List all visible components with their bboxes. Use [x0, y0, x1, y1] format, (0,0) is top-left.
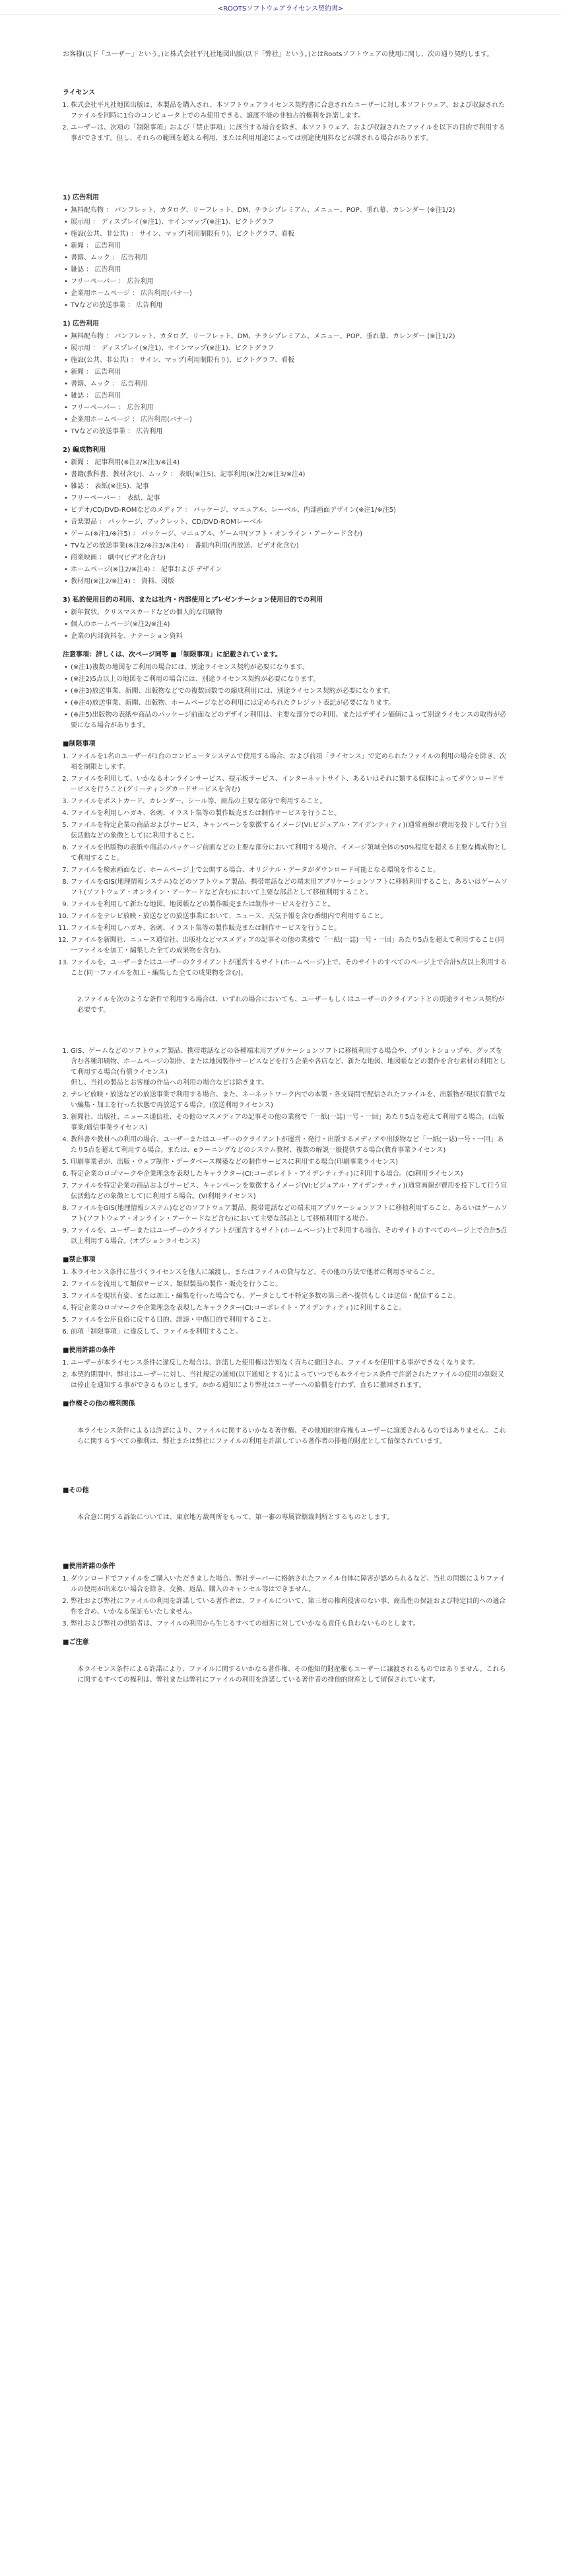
download-section: [63, 1560, 508, 1629]
editorial-use-item: • 雑誌 ： 表紙(※注5)、記事: [71, 482, 508, 492]
page-title: <ROOTSソフトウェアライセンス契約書>: [217, 5, 344, 13]
restrictions-section: [63, 738, 508, 1016]
prohibition-item: 4. 特定企業のロゴマークや企業理念を表現したキャラクター(CI:コーポレイト・アイデンティティ)に利用すること。: [71, 1303, 508, 1314]
ad-use-item: • 施設(公共、非公共) ： サイン、マップ(利用制限有り)、ピクトグラフ、看板: [71, 355, 508, 366]
ad-use-heading: 1) 広告利用: [63, 320, 100, 328]
private-use-list: [63, 608, 508, 642]
private-use-item: • 企業の内部資料を、ナテーション資料: [71, 631, 508, 642]
ad-use-section-2: [63, 318, 508, 437]
restriction-item: 13. ファイルを、ユーザーまたはユーザーのクライアントが運営するサイト(ホームページ)上で、そのサイトのすべてのページ上で合計5点以上利用すること(同一ファイルを加工・編集した全ての成果物を含む)。: [71, 958, 508, 979]
ad-use-list: [63, 205, 508, 311]
copyright-section: [63, 1398, 508, 1447]
editorial-use-item: • TVなどの放送事業(※注2/※注3/※注4) ： 番組内利用(再放送、ビデオ化含む): [71, 541, 508, 552]
restriction-item: 8. ファイルをGIS(地理情報システム)などのソフトウェア製品、携帯電話などの端末用アプリケーションソフトに移植利用すること、あるいはゲームソフト(ソフトウェア・オンライン・アーケードなど含む)において主要な部品として移植利用すること。: [71, 877, 508, 898]
editorial-use-item: • フリーペーパー ： 表紙、記事: [71, 493, 508, 504]
editorial-use-item: • 教材用(※注2/※注4) ： 資料、図版: [71, 577, 508, 587]
title-bar: [0, 0, 561, 15]
termination-section: [63, 1344, 508, 1391]
editorial-use-item: • ビデオ/CD/DVD-ROMなどのメディア ： パッケージ、マニュアル、レーベル、内部画面デザイン(※注1/※注5): [71, 505, 508, 516]
prohibitions-heading: ■禁止事項: [63, 1256, 96, 1264]
termination-heading: ■使用許諾の条件: [63, 1347, 116, 1354]
editorial-use-item: • 音楽製品 ： パッケージ、ブックレット、CD/DVD-ROMレーベル: [71, 517, 508, 528]
prohibitions-section: [63, 1254, 508, 1338]
private-use-item: • 新年賀状、クリスマスカードなどの個人的な印刷物: [71, 608, 508, 618]
note-item: • (※注2)5点以上の地図をご利用の場合には、別途ライセンス契約が必要になります。: [71, 674, 508, 685]
notes-list: [63, 662, 508, 731]
termination-item: 1. ユーザーが本ライセンス条件に違反した場合は、許諾した使用権は告知なく直ちに撤回され、ファイルを使用する事ができなくなります。: [71, 1358, 508, 1369]
restriction-item: 7. ファイルを検索画面など、ホームページ上で公開する場合、オリジナル・データがダウンロード可能となる環境を作ること。: [71, 865, 508, 876]
restrictions-note: 2.ファイルを次のような条件で利用する場合は、いずれの場合においても、ユーザーもしくはユーザーのクライアントとの別途ライセンス契約が必要です。: [77, 996, 505, 1014]
restriction-item: 5. ファイルを特定企業の商品およびサービス、キャンペーンを象徴するイメージ(VI:ビジュアル・アイデンティティ)(通常画線が費用を投下して行う宣伝活動などの象徴として)に利用すること。: [71, 820, 508, 841]
ad-use-item: • 書籍、ムック ： 広告利用: [71, 379, 508, 390]
note-item: • (※注3)放送事業、新聞、出版物などでの複数回数での縮成利用には、別途ライセンス契約が必要になります。: [71, 686, 508, 697]
license-item: 2. ユーザーは、次項の「制限事項」および「禁止事項」に該当する場合を除き、本ソフトウェア、および収録されたファイルを以下の目的で利用する事ができます。但し、それらの範囲を超える利用、または利用用途によっては別途使用料などが課される場合があります。: [71, 123, 508, 144]
restriction-item: 1. ファイルを1名のユーザーが1台のコンピュータシステムで使用する場合、および前項「ライセンス」で定められたファイルの利用の場合を除き、次項を制限とします。: [71, 752, 508, 773]
ad-use-item: • 無料配布物 ： パンフレット、カタログ、リーフレット、DM、チラシプレミアム、メニュー、POP、垂れ幕、カレンダー (※注1/2): [71, 205, 508, 216]
note-item: • (※注1)複数の地図をご利用の場合には、別途ライセンス契約が必要になります。: [71, 662, 508, 673]
editorial-use-list: [63, 458, 508, 587]
ad-use-item: • 雑誌 ： 広告利用: [71, 265, 508, 275]
editorial-use-item: • ゲーム(※注1/※注5) ： パッケージ、マニュアル、ゲーム中(ソフト・オンライン・アーケード含む): [71, 529, 508, 540]
restrictions2-section: [63, 1046, 508, 1247]
license-list: [63, 100, 508, 144]
restriction2-item: 2. テレビ放映・放送などの放送事業で利用する場合、また、ネーネットワーク内での本製・各支局間で配信されたファイルを、出版物が現状有償でない編集・加工を行った状態で再放送する場合。(放送利用ライセンス): [71, 1090, 508, 1111]
restriction-item: 9. ファイルを利用して新たな地図、地図帳などの製作販売または制作サービスを行うこと。: [71, 900, 508, 910]
ad-use-item: • 企業用ホームページ ： 広告利用(バナー): [71, 415, 508, 425]
private-use-heading: 3) 私的使用目的の利用、または社内・内部使用とプレゼンテーション使用目的での利用: [63, 596, 323, 604]
ad-use-item: • TVなどの放送事業 ： 広告利用: [71, 427, 508, 437]
ad-use-item: • 雑誌 ： 広告利用: [71, 391, 508, 402]
note-item: • (※注4)放送事業、新聞、出版物、ホームページなどの利用には定められたクレジット表記が必要になります。: [71, 698, 508, 709]
notice-heading: ■ご注意: [63, 1639, 89, 1646]
restriction-item: 6. ファイルを出版物の表紙や商品のパッケージ前面などの主要な部分において利用する場合、イメージ領域全体の50%程度を超える主要な構成物として利用すること。: [71, 843, 508, 864]
termination-list: [63, 1358, 508, 1391]
restriction2-item: 8. ファイルをGIS(地理情報システム)などのソフトウェア製品、携帯電話などの端末用アプリケーションソフトに移植利用すること、あるいはゲームソフト(ソフトウェア・オンライン・アーケードなど含む)において主要な部品として移植利用する場合。: [71, 1203, 508, 1225]
restriction2-item: 9. ファイルを、ユーザーまたはユーザーのクライアントが運営するサイト(ホームページ)上で利用する場合、そのサイトのすべてのページ上で合計5点以上利用する場合。(オプションライセンス): [71, 1226, 508, 1247]
other-heading: ■その他: [63, 1487, 89, 1494]
other-text: 本合意に関する訴訟については、東京地方裁判所をもって、第一審の専属管轄裁判所とするものとします。: [77, 1514, 393, 1521]
license-section: [63, 87, 508, 144]
notice-text: 本ライセンス条件による許諾により、ファイルに関するいかなる著作権、その他知的財産権もユーザーに譲渡されるものではありません。これらに関するすべての権利は、弊社または弊社にファイルの利用を許諾している著作者の排他的財産として留保されています。: [77, 1666, 506, 1684]
prohibition-item: 5. ファイルを公序良俗に反する目的、誹謗・中傷目的で利用すること。: [71, 1315, 508, 1326]
restriction2-item: 6. 特定企業のロゴマークや企業理念を表現したキャラクター(CI:コーポレイト・アイデンティティ)に利用する場合。(CI利用ライセンス): [71, 1169, 508, 1180]
restrictions-list: [63, 752, 508, 979]
license-heading: ライセンス: [63, 89, 96, 96]
ad-use-item: • 施設(公共、非公共) ： サイン、マップ(利用制限有り)、ピクトグラフ、看板: [71, 229, 508, 240]
intro-paragraph: お客様(以下「ユーザー」という。)と株式会社平凡社地図出版(以下「弊社」という。)とはRootsソフトウェアの使用に関し、次の通り契約します。: [63, 51, 494, 58]
restriction2-item: 1. GIS、ゲームなどのソフトウェア製品、携帯電話などの各種端末用アプリケーションソフトに移植利用する場合や、プリントショップや、グッズを含む各種印刷物、ホームページの制作、または地図製作サービスなどを行う企業や各店など、新たな地図、地図帳などの製作を含む素材の利用として利用する場合(有償ライセンス) 但し、当社の製品とお客様の作品への利用の場合などは除きます。: [71, 1046, 508, 1089]
private-use-item: • 個人のホームページ(※注2/※注4): [71, 620, 508, 630]
copyright-text: 本ライセンス条件によるは許諾により、ファイルに関するいかなる著作権、その他知的財産権もユーザーに譲渡されるものではありません。これらに関するすべての権利は、弊社または弊社にファイルの利用を許諾している著作者の排他的財産として留保されています。: [77, 1427, 506, 1445]
restriction2-item: 3. 新聞社、出版社、ニュース通信社、その他のマスメディアの記事その他の業務で「一紙(一誌)一号・一回」あたり5点を超えて利用する場合。(出版事業/通信事業ライセンス): [71, 1112, 508, 1133]
restriction-item: 3. ファイルをポストカード、カレンダー、シール等、商品の主要な部分で利用すること。: [71, 797, 508, 807]
ad-use-item: • 新聞 ： 広告利用: [71, 241, 508, 252]
ad-use-item: • 無料配布物 ： パンフレット、カタログ、リーフレット、DM、チラシプレミアム、メニュー、POP、垂れ幕、カレンダー (※注1/2): [71, 332, 508, 342]
download-list: [63, 1574, 508, 1629]
editorial-use-item: • 書籍(教科書、教材含む)、ムック ： 表紙(※注5)、記事利用(※注2/※注3/※注4): [71, 470, 508, 480]
editorial-use-item: • ホームページ(※注2/※注4) ： 記事および デザイン: [71, 565, 508, 575]
private-use-section: [63, 594, 508, 642]
license-item: 1. 株式会社平凡社地図出版は、本製品を購入され、本ソフトウェアライセンス契約書に合意されたユーザーに対し本ソフトウェア、および収録されたファイルを同時に1台のコンピュータ上でのみ使用できる、譲渡不能の非独占的権利を許諾します。: [71, 100, 508, 122]
ad-use-heading: 1) 広告利用: [63, 194, 100, 201]
notes-section: [63, 649, 508, 731]
prohibitions-list: [63, 1268, 508, 1338]
download-item: 1. ダウンロードでファイルをご購入いただきました場合、弊社サーバーに格納されたファイル自体に障害が認められるなど、当社の問題によりファイルの使用が出来ない場合を除き、交換、返品、購入のキャンセル等はできません。: [71, 1574, 508, 1595]
prohibition-item: 6. 前項「制限事項」に違反して、ファイルを利用すること。: [71, 1327, 508, 1338]
ad-use-item: • 展示用 ： ディスプレイ(※注1)、サインマップ(※注1)、ピクトグラフ: [71, 217, 508, 228]
ad-use-item: • 新聞 ： 広告利用: [71, 367, 508, 378]
other-section: [63, 1484, 508, 1523]
note-item: • (※注5)出版物の表紙や商品のパッケージ前面などのデザイン利用は、主要な部分での利用、またはデザイン価値によって別途ライセンスの取得が必要になる場合があります。: [71, 710, 508, 731]
notes-heading: 注意事項：詳しくは、次ページ同等 ■「制限事項」に記載されています。: [63, 651, 282, 659]
ad-use-item: • TVなどの放送事業 ： 広告利用: [71, 301, 508, 311]
ad-use-item: • 書籍、ムック ： 広告利用: [71, 253, 508, 264]
ad-use-list: [63, 332, 508, 437]
download-item: 3. 弊社および弊社の供給者は、ファイルの利用から生じるすべての損害に対していかなる責任も負わないものとします。: [71, 1619, 508, 1629]
document-body: [63, 50, 508, 1690]
restriction-item: 4. ファイルを利用しハガキ、名刺、イラスト集等の製作販売または制作サービスを行うこと。: [71, 808, 508, 819]
editorial-use-item: • 商業映画 ： 劇中(ビデオ化含む): [71, 553, 508, 563]
editorial-use-section: [63, 444, 508, 587]
restriction2-item: 4. 教科書や教材への利用の場合、ユーザーまたはユーザーのクライアントが運営・発行・出版するメディアや出版物など「一紙(一誌)一号・一回」あたり5点を超えて利用する場合。または、eラーニングなどのシステム教材、複数の解説一般提供する場合(教育事業ライセンス): [71, 1135, 508, 1156]
copyright-heading: ■作権その他の権利関係: [63, 1400, 135, 1408]
restriction-item: 11. ファイルを利用しハガキ、名刺、イラスト集等の製作販売または制作サービスを行うこと。: [71, 923, 508, 934]
restriction-item: 2. ファイルを利用して、いかなるオンラインサービス、提示板サービス、インターネットサイト、あるいはそれに類する媒体によってダウンロードサービスを行うこと(グリーティングカードサービスを含む): [71, 774, 508, 795]
ad-use-item: • 展示用 ： ディスプレイ(※注1)、サインマップ(※注1)、ピクトグラフ: [71, 343, 508, 354]
termination-item: 2. 本契約期間中、弊社はユーザーに対し、当社規定の通知(以下通知とする)によっていつでも本ライセンス条件で許諾されたファイルの使用の制限又は停止を通知する事ができるものとします。かかる通知により弊社はユーザーへの賠償を行わず、直ちに撤回されます。: [71, 1370, 508, 1391]
editorial-use-item: • 新聞 ： 記事利用(※注2/※注3/※注4): [71, 458, 508, 468]
prohibition-item: 3. ファイルを現状有姿、または加工・編集を行った場合でも、データとして不特定多数の第三者へ提供もしくは送信・配信すること。: [71, 1291, 508, 1302]
editorial-use-heading: 2) 編成物利用: [63, 447, 106, 454]
ad-use-section-1: [63, 192, 508, 311]
ad-use-item: • フリーペーパー ： 広告利用: [71, 277, 508, 287]
restrictions2-list: [63, 1046, 508, 1247]
restriction2-item: 5. 印刷事業者が、出版・ウェブ制作・データベース構築などの制作サービスに利用する場合(印刷事業ライセンス): [71, 1157, 508, 1168]
download-item: 2. 弊社および弊社にファイルの利用を許諾している著作者は、ファイルについて、第三者の権利侵害のない事、商品性の保証および特定目的への適合性を含め、いかなる保証もいたしません。: [71, 1596, 508, 1618]
restriction-item: 12. ファイルを新聞社、ニュース通信社、出版社などマスメディアの記事その他の業務で「一紙(一誌)一号・一回」あたり5点を超えて利用すること(同一ファイルを加工・編集した全ての成果物を含む)。: [71, 935, 508, 956]
ad-use-item: • フリーペーパー ： 広告利用: [71, 403, 508, 413]
restrictions-heading: ■制限事項: [63, 740, 96, 748]
download-heading: ■使用許諾の条件: [63, 1563, 116, 1570]
prohibition-item: 2. ファイルを流用して類似サービス、類似製品の製作・販売を行うこと。: [71, 1279, 508, 1290]
restriction-item: 10. ファイルをテレビ放映・放送などの放送事業において、ニュース、天気予報を含む番組内で利用すること。: [71, 912, 508, 922]
restriction2-item: 7. ファイルを特定企業の商品およびサービス、キャンペーンを象徴するイメージ(VI:ビジュアル・アイデンティティ)(通常画線が費用を投下して行う宣伝活動などの象徴として)に利用する場合。(VI利用ライセンス): [71, 1181, 508, 1202]
ad-use-item: • 企業用ホームページ ： 広告利用(バナー): [71, 289, 508, 299]
prohibition-item: 1. 本ライセンス条件に基づくライセンスを他人に譲渡し、またはファイルの貸与など、その他の方法で他者に利用させること。: [71, 1268, 508, 1278]
notice-section: [63, 1636, 508, 1686]
